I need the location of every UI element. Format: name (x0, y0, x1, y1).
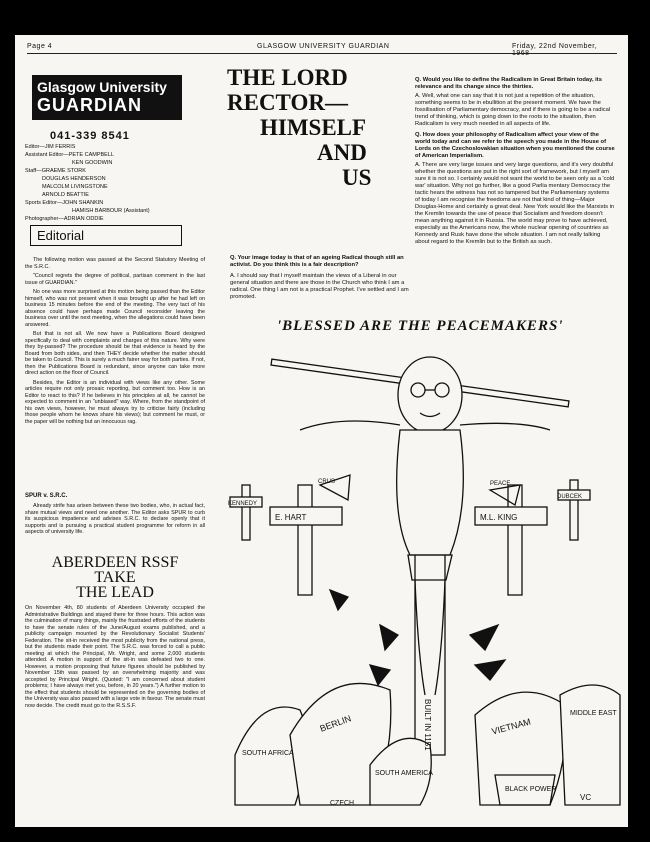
staff-line: Photographer—ADRIAN ODDIE (25, 216, 104, 222)
lord-rector-headline (215, 65, 395, 190)
editorial-label-box (30, 225, 182, 246)
answer: A. There are very large issues and very large questions, and it's very doubtful whether the questions are put in the right sort of framework, but I myself am sure it is not so. I certainly would not want the world to be seen only as a 'cold war' situation. Why not go further, like a good Parlia mentary Democracy the tactic hears the witness has not so tampered but the Parliamentary systems of today I am recognise the freedoms are not that kind of thing—Major Douglas-Home and certainly a great deal. New York would like the Marxists in the Kremlin towards the use of peace that Socialism and freedom doesn't mean anything against it in Russia. The world may prove to have achieved, especially as the Americans now, the whole nuclear opening of countries as Kennedy and Rusk have done the whole situation. I am not really talking about regard to the Kremlin but to the British as such. (415, 162, 615, 245)
spur-heading: SPUR v. S.R.C. (25, 493, 68, 499)
helmet-middle-east (560, 685, 620, 805)
staff-line: Assistant Editor—PETE CAMPBELL (25, 152, 114, 158)
aberdeen-headline-line: ABERDEEN RSSF (51, 554, 179, 571)
spur-text: Already strife has arisen between these two bodies, who, in actual fact, share mutual views and need one another. The Editor asks SPUR to curb its suspicious impatience and advises S.R.C. to declare openly that it supports and is pursuing a practical student programme for reform in all aspects of university life. (25, 503, 205, 535)
staff-line: Staff—GRAEME STORK (25, 168, 86, 174)
flag-right-label: PEACE (490, 481, 511, 487)
issue-date: Friday, 22nd November, 1968 (512, 43, 598, 57)
headline-line: HIMSELF (260, 115, 367, 140)
cross-left-post (298, 485, 312, 595)
czech-label: CZECH (330, 800, 355, 807)
staff-line: ARNOLD BEATTIE (42, 192, 89, 198)
figure-body (397, 430, 464, 555)
paper-name: GLASGOW UNIVERSITY GUARDIAN (257, 43, 390, 50)
staff-line: MALCOLM LIVINGSTONE (42, 184, 108, 190)
aberdeen-headline-line: TAKE (94, 569, 136, 586)
editorial-paragraph: Besides, the Editor is an individual with views like any other. Some articles require not only prosaic reporting, but comment too. How is an Editor to react to this? If he believes in his principles at all, he cannot be expected to comment in an "unbiased" way. Where, from the standpoint of his own views, however, he must always try to criticise fairly (including those people whom he knows share his views); but comment he must, or the paper will be nothing but an innocuous rag. (25, 379, 205, 425)
figure-head (398, 357, 462, 433)
built-label: BUILT IN 1151 (423, 699, 432, 751)
cross-far-left-label: KENNEDY (228, 501, 258, 507)
interview-column (415, 73, 615, 248)
staff-line: DOUGLAS HENDERSON (42, 176, 106, 182)
staff-line: Sports Editor—JOHN SHANKIN (25, 200, 104, 206)
newspaper-page (15, 35, 628, 827)
answer: A. Well, what one can say that it is not just a repetition of the situation, something seems to be in ebullition at the present moment. We have the fossilisation of Parliamentary democracy, and if there is going to be a radical trend of thinking, which is going down to the roots to the situation, then Radicalism is very much needed in all aspects of life. (415, 93, 611, 127)
question: Q. Would you like to define the Radicalism in Great Britain today, its relevance and its change since the thirties. (415, 77, 602, 90)
staff-line: KEN GOODWIN (72, 160, 113, 166)
headline-line: AND (317, 140, 367, 165)
masthead-line2: GUARDIAN (37, 95, 142, 115)
cross-far-left (242, 485, 250, 540)
editorial-paragraph: But that is not all. We now have a Publications Board designed specifically to deal with complaints and charges of this nature. Why were they by-passed? The procedure should be that evidence is heard by the Board from both sides, and then THEY decide whether the matter should be taken to Council. This is surely a much fairer way for both parties. If not, then the Publications Board is redundant, since anyone can take more direct action on the floor of Council. (25, 331, 205, 376)
figure-right-arm (460, 423, 550, 430)
phone-number: 041-339 8541 (50, 130, 130, 142)
page-number: Page 4 (27, 43, 53, 50)
aberdeen-text: On November 4th, 80 students of Aberdeen University occupied the Administrative Buildings and stayed there for three hours. This action was the culmination of many things, mainly the frustrated efforts of the students to have the senate rules of the June/August exams published, and a publicity campaign mounted by the Revolutionary Socialist Students' Federation. The sit-in received the most publicity from the national press, but the students made their point. The S.R.C. was forced to call a public meeting at which the Principal, Mr. Wright, and some 2,000 students attended. A motion in support of the sit-in was defeated two to one. However, a motion proposing that future figures should be published by November 15th was passed by an overwhelming majority and was accepted by Principal Wright. (Quoted: "I am concerned about student problems; I have always met you, before, in 20 years.") A further motion to the effect that students should be represented on the governing bodies of the University was also passed with a large vote in favour. The senate must now decide. The credit must go to the R.S.S.F. (25, 605, 205, 709)
page-header (27, 43, 617, 57)
vietnam-label: VIETNAM (490, 716, 532, 737)
flag-left-label: CRUS (318, 479, 336, 485)
berlin-label: BERLIN (318, 713, 353, 734)
headline-line: US (342, 165, 372, 190)
staff-line: HAMISH BARBOUR (Assistant) (72, 208, 150, 214)
south-america-label: SOUTH AMERICA (375, 770, 433, 777)
artist-signature: VC (580, 793, 592, 802)
masthead (32, 75, 182, 120)
south-africa-label: SOUTH AFRICA (242, 750, 294, 757)
cross-right-label: M.L. KING (480, 513, 518, 522)
aberdeen-headline-line: THE LEAD (76, 584, 154, 601)
cross-far-right (570, 480, 578, 540)
cartoon-illustration (220, 335, 625, 815)
staff-list (25, 143, 195, 223)
cartoon-title: 'BLESSED ARE THE PEACEMAKERS' (277, 318, 564, 334)
editorial-body (25, 257, 205, 428)
cross-far-right-label: DUBCEK (557, 494, 583, 500)
answer: A. I should say that I myself maintain the views of a Liberal in our general situation and there are those in the Church who think I am a radical. One thing I am not is a practical Prophet. I've settled and I am promoted. (230, 273, 409, 300)
question: Q. Your image today is that of an ageing Radical though still an activist. Do you think this is a fair description? (230, 255, 404, 268)
middle-east-label: MIDDLE EAST (570, 710, 617, 717)
figure-left-arm (300, 421, 400, 430)
headline-line: RECTOR— (227, 90, 348, 115)
cross-left-label: E. HART (275, 513, 307, 522)
editorial-paragraph: "Council regrets the degree of political, partisan comment in the last issue of GUARDIAN." (25, 273, 205, 286)
editorial-paragraph: No one was more surprised at this motion being passed than the Editor himself, who was not present when it was brought up after he had left on business 15 minutes before the end of the meeting. The very tact of his absence could have perhaps made Council reconsider leaving the business over until the next meeting, when the allegations could have been answered. (25, 289, 205, 328)
aberdeen-headline (35, 555, 195, 600)
black-power-label: BLACK POWER (505, 786, 557, 793)
editorial-paragraph: The following motion was passed at the Second Statutory Meeting of the S.R.C. (25, 257, 205, 270)
staff-line: Editor—JIM FERRIS (25, 144, 76, 150)
masthead-line1: Glasgow University (37, 79, 167, 95)
interview-intro (230, 255, 410, 301)
header-rule (27, 53, 617, 54)
question: Q. How does your philosophy of Radicalism affect your view of the world today and can we refer to the speech you made in the House of Lords on the Czechoslovakian situation when you mentioned the course of American Imperialism. (415, 132, 615, 159)
editorial-label: Editorial (37, 228, 84, 243)
headline-line: THE LORD (227, 65, 348, 90)
